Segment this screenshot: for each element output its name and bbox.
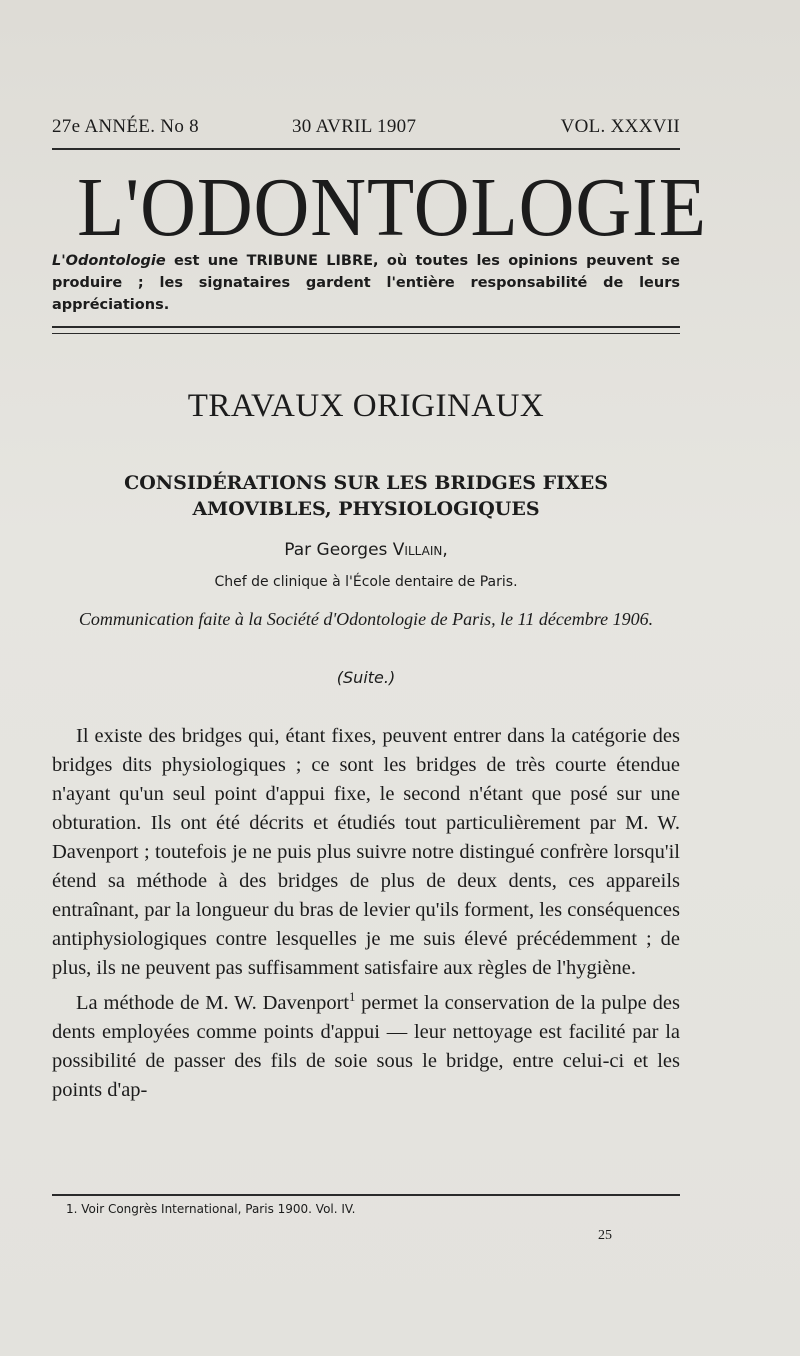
tribune-statement: [52, 250, 680, 316]
article-title: CONSIDÉRATIONS SUR LES BRIDGES FIXES AMOVIBLES, PHYSIOLOGIQUES: [124, 472, 608, 520]
tribune-rule-bottom: [52, 333, 680, 334]
footnote: 1. Voir Congrès International, Paris 1900. Vol. IV.: [66, 1202, 356, 1216]
tribune-text: est une TRIBUNE LIBRE, où toutes les opinions peuvent se produire ; les signataires gardent l'entière responsabilité de leurs appréciations.: [52, 253, 680, 313]
paragraph-2: [52, 983, 680, 1105]
byline-prefix: Par Georges: [284, 540, 388, 560]
masthead-rule: [52, 148, 680, 150]
journal-name: L'Odontologie: [52, 253, 166, 269]
issue-number: 27e ANNÉE. No 8: [52, 116, 199, 137]
author-surname: Villain,: [392, 540, 448, 560]
footnote-mark: 1: [349, 990, 356, 1004]
tribune-rule-top: [52, 326, 680, 328]
volume-number: VOL. XXXVII: [560, 116, 680, 137]
communication-note: Communication faite à la Société d'Odontologie de Paris, le 11 décembre 1906.: [78, 609, 654, 629]
issue-date: 30 AVRIL 1907: [292, 116, 417, 137]
journal-title: L'ODONTOLOGIE: [77, 161, 707, 254]
masthead: [52, 116, 680, 146]
paragraph-1: Il existe des bridges qui, étant fixes, peuvent entrer dans la catégorie des bridges dits physiologiques ; ce sont les bridges de très courte étendue n'ayant qu'un seul point d'appui fixe, le second n'étant que posé sur une obturation. Ils ont été décrits et étudiés tout particulièrement par M. W. Davenport ; toutefois je ne puis plus suivre notre distingué confrère lorsqu'il étend sa méthode à des bridges de plus de deux dents, ces appareils entraînant, par la longueur du bras de levier qu'ils forment, les conséquences antiphysiologiques contre lesquelles je me suis élevé précédemment ; de plus, ils ne peuvent pas suffisamment satisfaire aux règles de l'hygiène.: [52, 725, 680, 979]
author-affiliation: Chef de clinique à l'École dentaire de Paris.: [214, 574, 518, 590]
byline: [52, 540, 680, 560]
continuation-note: (Suite.): [336, 668, 396, 687]
footnote-rule: [52, 1194, 680, 1196]
paragraph-2-end: permet la conservation de la pulpe des dents employées comme points d'appui — leur nettoyage est facilité par la possibilité de passer des fils de soie sous le bridge, entre celui-ci et les points d'ap-: [52, 991, 680, 1101]
paragraph-2-start: La méthode de M. W. Davenport: [76, 991, 350, 1014]
article-body: [52, 722, 680, 1105]
page-number: 25: [598, 1228, 612, 1243]
section-heading: TRAVAUX ORIGINAUX: [187, 388, 545, 424]
